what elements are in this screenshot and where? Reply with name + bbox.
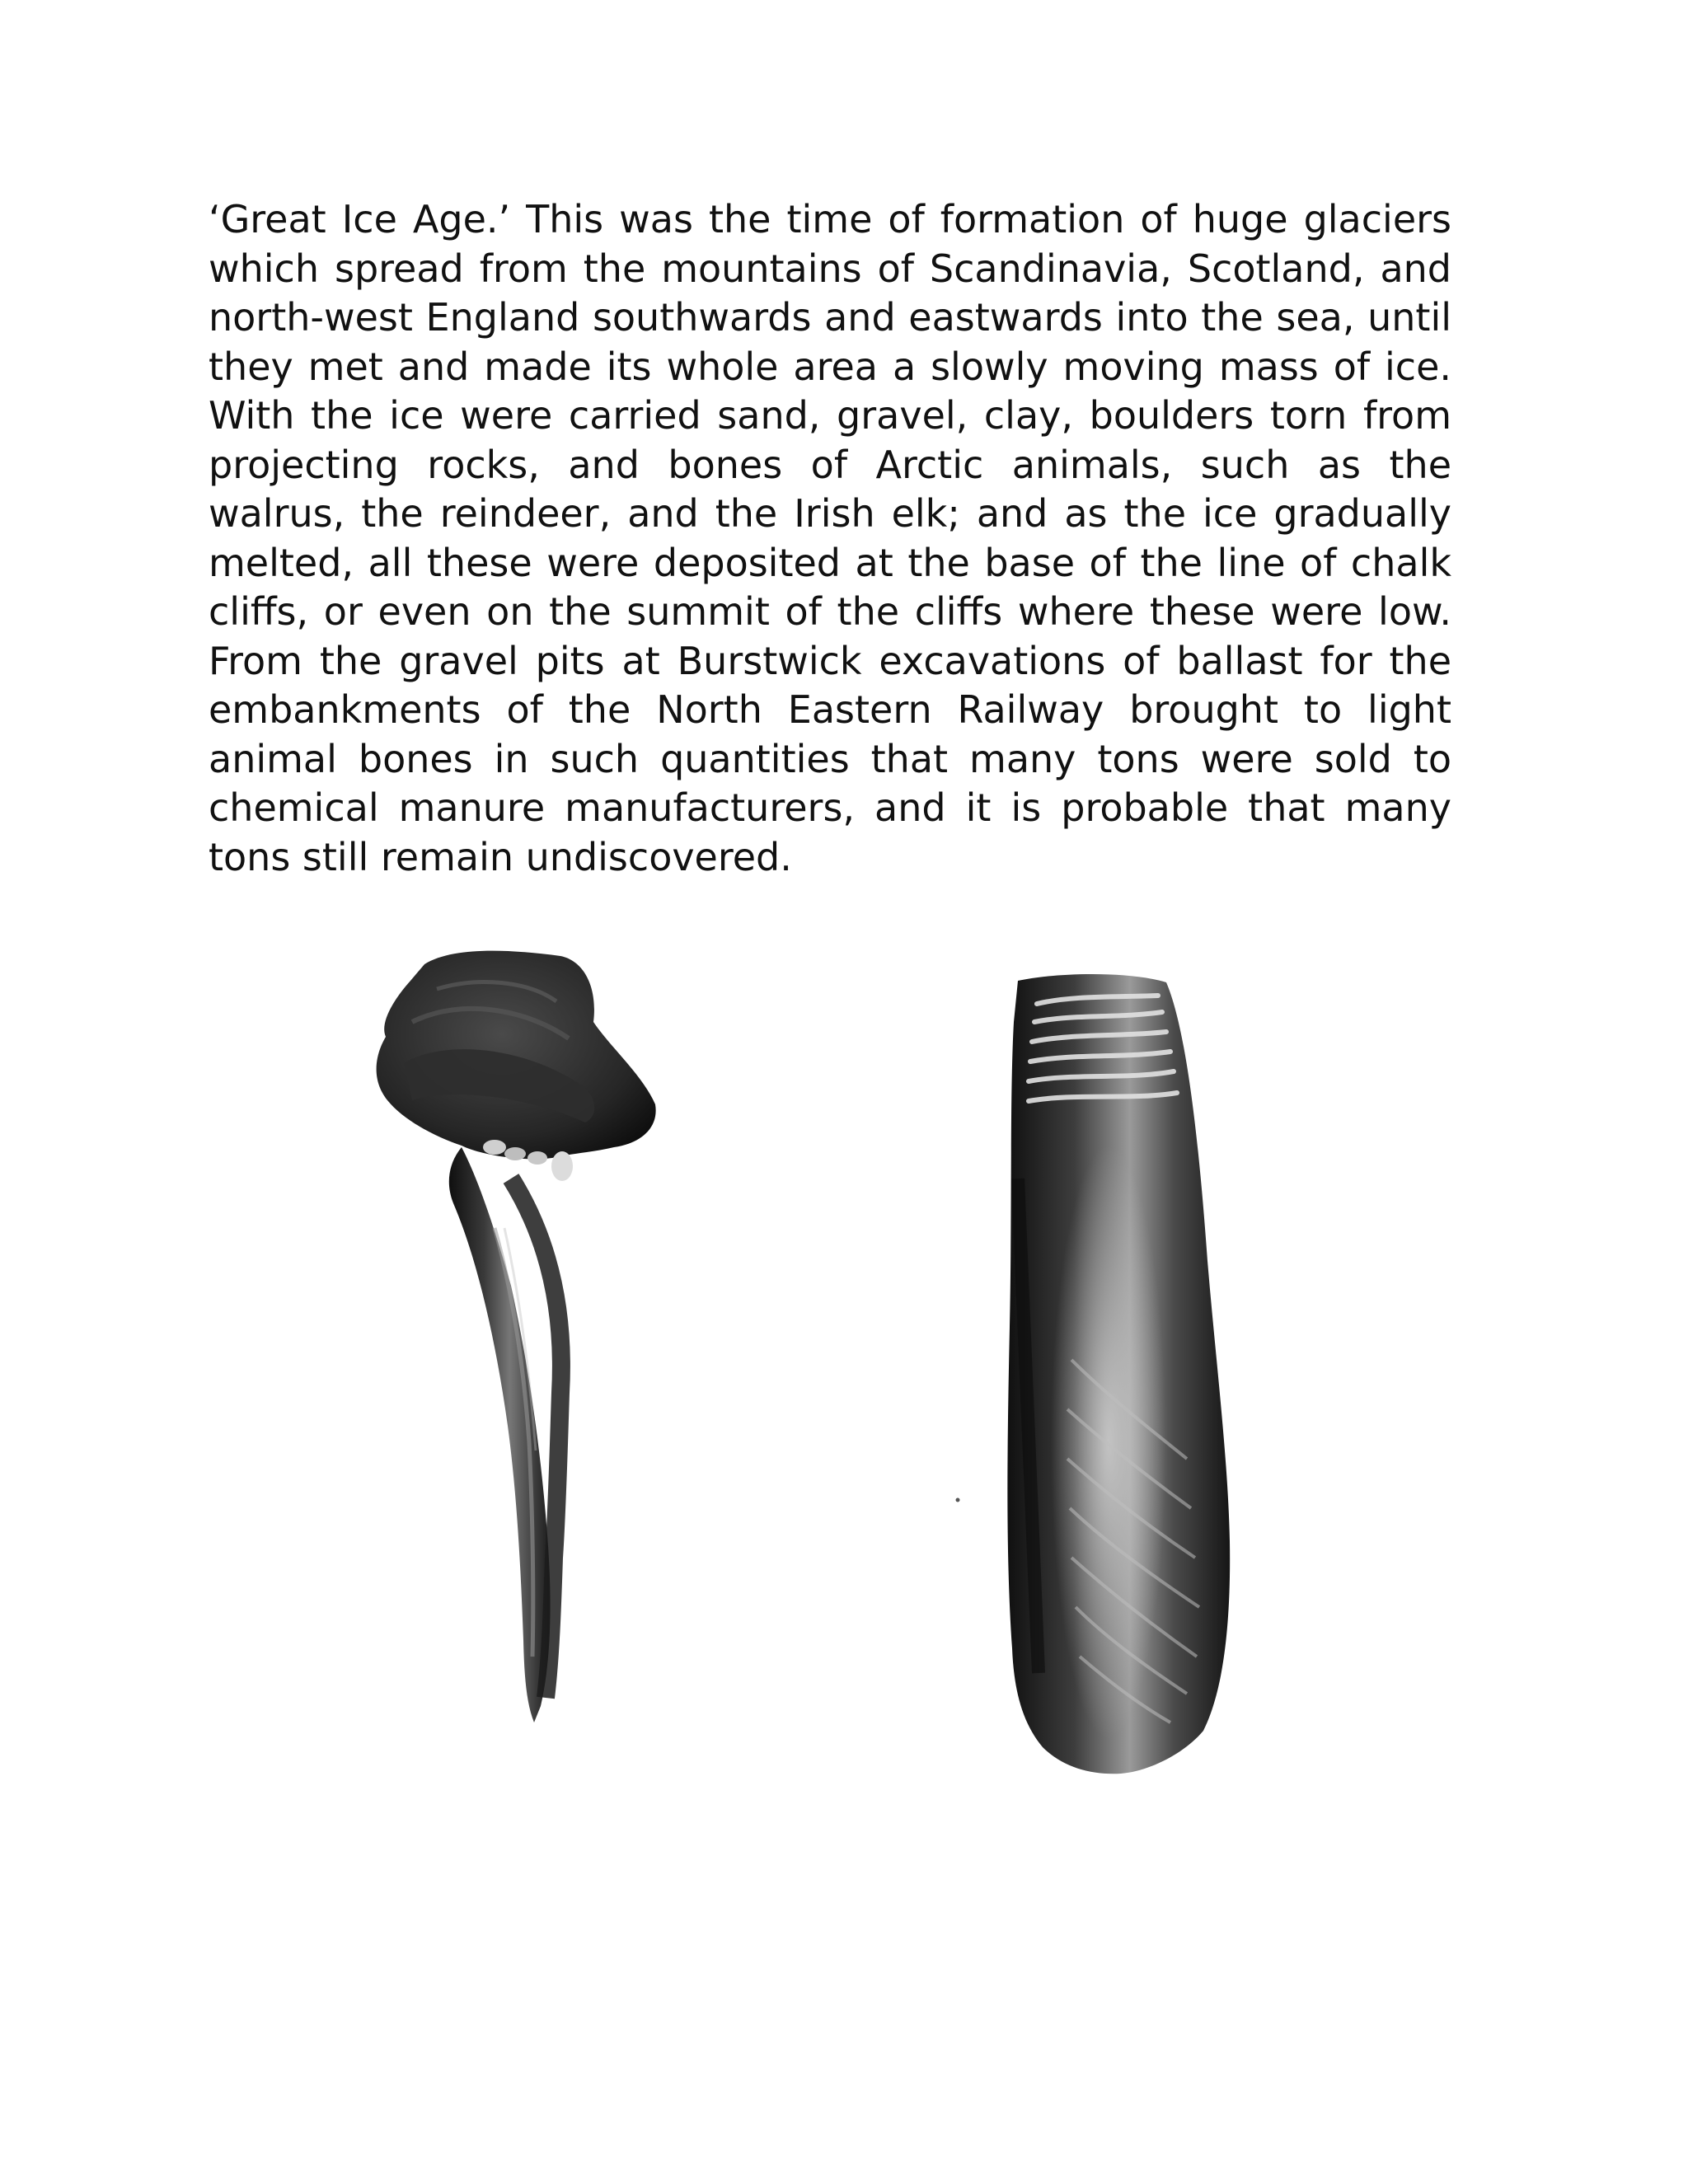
body-paragraph: ‘Great Ice Age.’ This was the time of formation of huge glaciers which spread from the mountains of Scandinavia, Scotland, and north-west England southwards and eastwards into the sea, until they met and made its whole area a slowly moving mass of ice. With the ice were carried sand, gravel, clay, boulders torn from projecting rocks, and bones of Arctic animals, such as the walrus, the reindeer, and the Irish elk; and as the ice gradually melted, all these were deposited at the base of the line of chalk cliffs, or even on the summit of the cliffs where these were low. From the gravel pits at Burstwick excavations of ballast for the embankments of the North Eastern Railway brought to light animal bones in such quantities that many tons were sold to chemical manure manufacturers, and it is probable that many tons still remain undiscovered.	[209, 197, 1451, 879]
tusk-specimen	[377, 951, 656, 1722]
molar-specimen	[1007, 974, 1230, 1774]
fossil-illustration	[313, 931, 1286, 1896]
speck-mark	[956, 1498, 960, 1502]
fossil-photograph	[313, 931, 1286, 1896]
